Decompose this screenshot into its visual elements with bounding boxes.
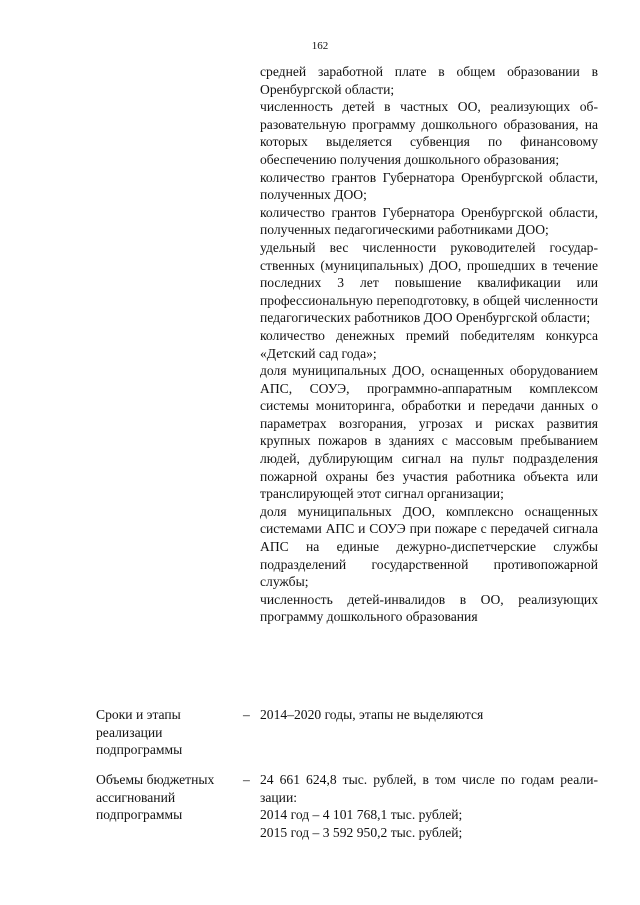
indicator-item: доля муниципальных ДОО, оснащенных оборудованием АПС, СОУЭ, программно-аппаратным комплексом системы мониторинга, обработки и передачи данных о параметрах возгорания, угрозах и рисках развития крупных пожаров в зданиях с массовым пребыванием людей, дублирующим сигнал на пульт подразделения пожарной охраны без участия работника объекта или транслирующей этот сигнал организации; — [260, 363, 598, 502]
budget-value — [260, 771, 598, 841]
budget-year-line: 2014 год – 4 101 768,1 тыс. рублей; — [260, 807, 463, 823]
indicator-item: средней заработной плате в общем образовании в Оренбургской области; — [260, 64, 598, 97]
indicator-item: удельный вес численности руководителей государственных (муниципальных) ДОО, прошедших в течение последних 3 лет повышение квалификации или профессиональную переподготовку, в общей численности педагогических работников ДОО Оренбургской области; — [260, 239, 598, 326]
terms-label: Сроки и этапы реализации подпрограммы — [96, 707, 183, 758]
indicators-list — [260, 63, 598, 626]
indicator-item: количество грантов Губернатора Оренбургской области, полученных ДОО; — [260, 169, 598, 203]
indicator-item: количество грантов Губернатора Оренбургской области, полученных педагогическими работниками ДОО; — [260, 204, 598, 238]
budget-dash: – — [243, 772, 250, 787]
indicator-item: численность детей в частных ОО, реализующих образовательную программу дошкольного образования, на которых выделяется субвенция по финансовому обеспечению получения дошкольного образования; — [260, 99, 598, 167]
page-number: 162 — [311, 40, 329, 52]
indicator-item: доля муниципальных ДОО, комплексно оснащенных системами АПС и СОУЭ при пожаре с передачей сигнала АПС на единые дежурно-диспетчерские службы подразделений государственной противопожарной службы; — [260, 503, 598, 590]
budget-year-line: 2015 год – 3 592 950,2 тыс. рублей; — [260, 824, 463, 840]
terms-dash: – — [243, 707, 250, 722]
budget-label: Объемы бюджетных ассигнований подпрограммы — [96, 772, 215, 823]
indicator-item: численность детей-инвалидов в ОО, реализующих программу дошкольного образования — [260, 591, 598, 625]
terms-value: 2014–2020 годы, этапы не выделяются — [260, 707, 484, 722]
indicator-item: количество денежных премий победителям конкурса «Детский сад года»; — [260, 327, 598, 361]
scan-artifacts — [40, 895, 600, 901]
budget-total: 24 661 624,8 тыс. рублей, в том числе по годам реализации: — [260, 772, 598, 805]
